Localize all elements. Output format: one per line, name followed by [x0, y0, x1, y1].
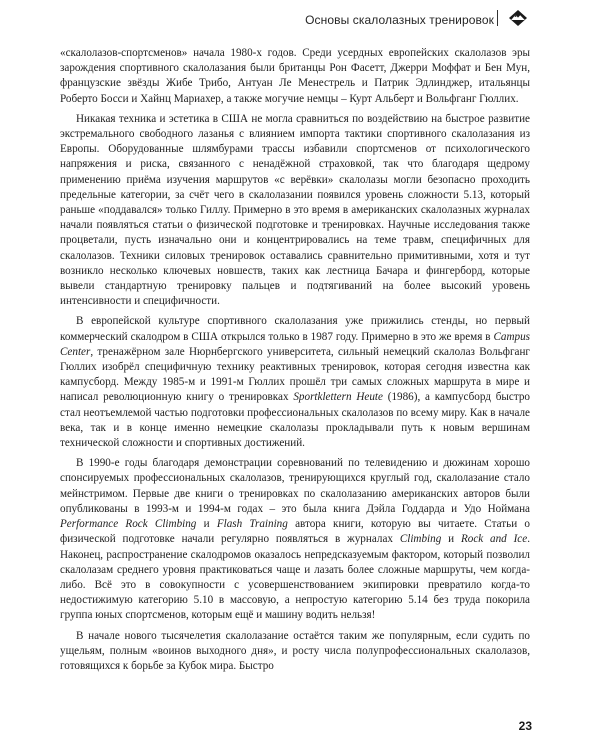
italic-title-text: Rock and Ice — [460, 533, 528, 546]
paragraph-text: В 1990-е годы благодаря демонстрации соревнований по телевидению и дюжинам хорошо спонсируемых профессиональных скалолазов, тренирующихся круглый год, скалолазание стало мейнстримом. Первые две книги о тренировках по скалолазанию американских авторов были опубликованы в 1993-м и 1994-м годах – это была книга Дэйла Годдарда и Удо Ноймана — [60, 457, 530, 515]
paragraph-text: (1986), а кампусборд быстро стал неотъемлемой частью подготовки профессиональных скалолазов по всему миру. Как в начале века, так и в конце именно немецкие скалолазы прокладывали путь к новым вершинам технической сложности и спортивных достижений. — [60, 391, 531, 450]
body-paragraph — [60, 112, 530, 310]
italic-title-text: Flash Training — [216, 518, 288, 531]
italic-title-text: Climbing — [399, 533, 442, 546]
paragraph-text: В европейской культуре спортивного скалолазания уже прижились стенды, но первый коммерческий скалодром в США открылся только в 1987 году. Примерно в это же время в — [60, 315, 530, 343]
paragraph-text: автора книги, которую вы читаете. Статьи о физической подготовке начали регулярно появляться в журналах — [60, 518, 530, 546]
body-paragraph — [60, 629, 530, 675]
mountain-logo-icon — [508, 9, 528, 27]
italic-title-text: Performance Rock Climbing — [60, 518, 197, 531]
header-divider — [497, 10, 498, 26]
article-body — [60, 46, 530, 679]
paragraph-text: «скалолазов-спортсменов» начала 1980-х годов. Среди усердных европейских скалолазов эры зарождения спортивного скалолазания были британцы Рон Фасетт, Джерри Моффат и Бен Мун, французские звёзды Жибе Трибо, Антуан Ле Менестрель и Патрик Эдлинджер, итальянцы Роберто Босси и Хайнц Мариахер, а также могучие немцы – Курт Альберт и Вольфганг Гюллих. — [60, 47, 530, 105]
paragraph-text: и — [196, 518, 217, 531]
italic-title-text: Sportklettern Heute — [293, 391, 383, 404]
paragraph-text: Никакая техника и эстетика в США не могла сравниться по воздействию на быстрое развитие экстремального свободного лазанья с влиянием импорта тактики спортивного скалолазания из Европы. Оборудованные шлямбурами трассы избавили спортсменов от психологического напряжения и риска, связанного с ненадёжной страховкой, так что благодаря щедрому применению приёма изучения маршрутов «с верёвки» скалолазы могли безопасно проходить предельные категории, за счёт чего в скалолазании появился уровень сложности 5.13, который раньше «поддавался» только Гиллу. Примерно в это время в американских скалолазных журналах начали появляться статьи о физической подготовке и тренировках. Научные исследования также процветали, пусть изначально они и концентрировались на теме травм, специфичных для скалолазов. Техники силовых тренировок оставались сравнительно примитивными, хотя и тут возникло несколько ключевых новшеств, таких как лестница Бачара и фингерборд, которые вывели стандартную тренировку пальцев и подтягиваний на более высокий уровень интенсивности и специфичности. — [60, 112, 530, 308]
body-paragraph — [60, 46, 530, 107]
body-paragraph — [60, 456, 530, 623]
paragraph-text: и — [441, 533, 461, 546]
body-paragraph — [60, 314, 530, 451]
paragraph-text: В начале нового тысячелетия скалолазание остаётся таким же популярным, если судить по ущельям, полным «воинов выходного дня», и росту числа полупрофессиональных скалолазов, готовящихся к борьбе за Кубок мира. Быстро — [60, 629, 530, 672]
running-header-title: Основы скалолазных тренировок — [305, 13, 494, 27]
italic-title-text: Campus Center — [60, 330, 530, 358]
paragraph-text: , тренажёрном зале Нюрнбергского университета, сильный немецкий скалолаз Вольфганг Гюллих изобрёл специфичную технику реактивных тренировок, которая сегодня известна как кампусборд. Между 1985-м и 1991-м Гюллих прошёл три самых сложных маршрута в мире и написал революционную книгу о тренировках — [60, 345, 530, 404]
page-number: 23 — [518, 719, 532, 733]
running-header — [0, 0, 600, 40]
paragraph-text: . Наконец, распространение скалодромов оказалось непредсказуемым фактором, который позволил скалолазам среднего уровня практиковаться чаще и лазать более сложные маршруты, чем когда-либо. Всё это в совокупности с усовершенствованием экипировки превратило когда-то недостижимую категорию 5.10 в массовую, а непростую категорию 5.14 без труда покорила группа юных спортсменов, которым ещё и машину водить нельзя! — [60, 533, 530, 622]
